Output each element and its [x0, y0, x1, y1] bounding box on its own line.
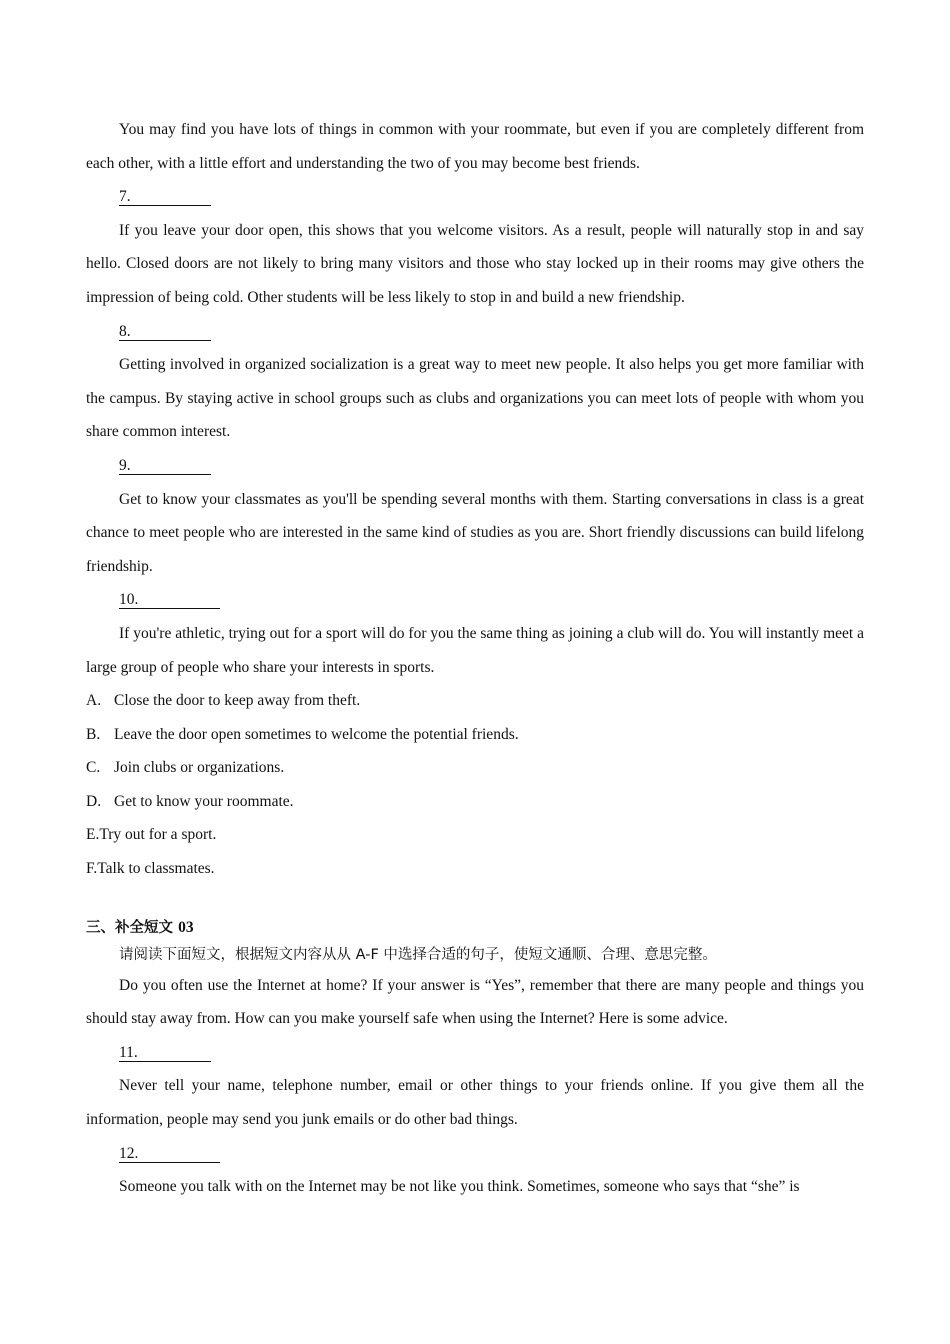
- paragraph-door: If you leave your door open, this shows that you welcome visitors. As a result, people will naturally stop in and say hello. Closed doors are not likely to bring many visitors and those who stay locked up in their rooms may give others the impression of being cold. Other students will be less likely to stop in and build a new friendship.: [86, 221, 864, 306]
- option-letter: F.: [86, 860, 98, 878]
- option-f: [86, 852, 864, 886]
- option-d: [86, 785, 864, 819]
- answer-blank-12[interactable]: 12.: [119, 1146, 220, 1163]
- document-page: [86, 113, 864, 1204]
- answer-blank-9[interactable]: 9.: [119, 458, 211, 475]
- option-text: Try out for a sport.: [99, 826, 217, 844]
- answer-blank-10[interactable]: 10.: [119, 592, 220, 609]
- option-letter: E.: [86, 826, 100, 844]
- paragraph-sport: If you're athletic, trying out for a sport will do for you the same thing as joining a club will do. You will instantly meet a large group of people who share your interests in sports.: [86, 624, 864, 676]
- paragraph-classmates: Get to know your classmates as you'll be spending several months with them. Starting conversations in class is a great chance to meet people who are interested in the same kind of studies as you are. Short friendly discussions can build lifelong friendship.: [86, 490, 864, 575]
- question-7: [86, 180, 864, 214]
- option-text: Get to know your roommate.: [114, 792, 294, 810]
- option-text: Close the door to keep away from theft.: [114, 692, 361, 710]
- question-8: [86, 315, 864, 349]
- question-9: [86, 449, 864, 483]
- option-e: [86, 818, 864, 852]
- answer-blank-8[interactable]: 8.: [119, 324, 211, 341]
- option-text: Leave the door open sometimes to welcome the potential friends.: [114, 725, 519, 743]
- option-c: [86, 751, 864, 785]
- paragraph-clubs: Getting involved in organized socialization is a great way to meet new people. It also helps you get more familiar with the campus. By staying active in school groups such as clubs and organizations you can meet lots of people with whom you share common interest.: [86, 356, 864, 441]
- option-letter: A.: [86, 692, 102, 710]
- section-instruction: 请阅读下面短文，根据短文内容从从 A-F 中选择合适的句子，使短文通顺、合理、意思完整。: [119, 946, 717, 963]
- section-title-number: 03: [178, 918, 194, 936]
- question-11: [86, 1036, 864, 1070]
- section-title-text: 三、补全短文: [86, 919, 179, 936]
- paragraph-roommate: You may find you have lots of things in common with your roommate, but even if you are completely different from each other, with a little effort and understanding the two of you may become best friends.: [86, 121, 864, 172]
- paragraph-personal-info: Never tell your name, telephone number, email or other things to your friends online. If you give them all the information, people may send you junk emails or do other bad things.: [86, 1077, 864, 1129]
- option-a: [86, 684, 864, 718]
- question-12: [86, 1137, 864, 1171]
- option-letter: C.: [86, 759, 101, 777]
- section-title: [86, 915, 864, 941]
- option-letter: B.: [86, 725, 101, 743]
- paragraph-online-strangers: Someone you talk with on the Internet may be not like you think. Sometimes, someone who says that “she” is: [119, 1178, 800, 1196]
- option-b: [86, 718, 864, 752]
- answer-blank-11[interactable]: 11.: [119, 1045, 211, 1062]
- question-10: [86, 583, 864, 617]
- answer-blank-7[interactable]: 7.: [119, 189, 211, 206]
- option-text: Join clubs or organizations.: [114, 759, 285, 777]
- paragraph-internet: Do you often use the Internet at home? If your answer is “Yes”, remember that there are many people and things you should stay away from. How can you make yourself safe when using the Internet? Here is some advice.: [86, 976, 864, 1028]
- section-spacer: [86, 886, 864, 915]
- option-letter: D.: [86, 792, 102, 810]
- option-text: Talk to classmates.: [97, 860, 215, 878]
